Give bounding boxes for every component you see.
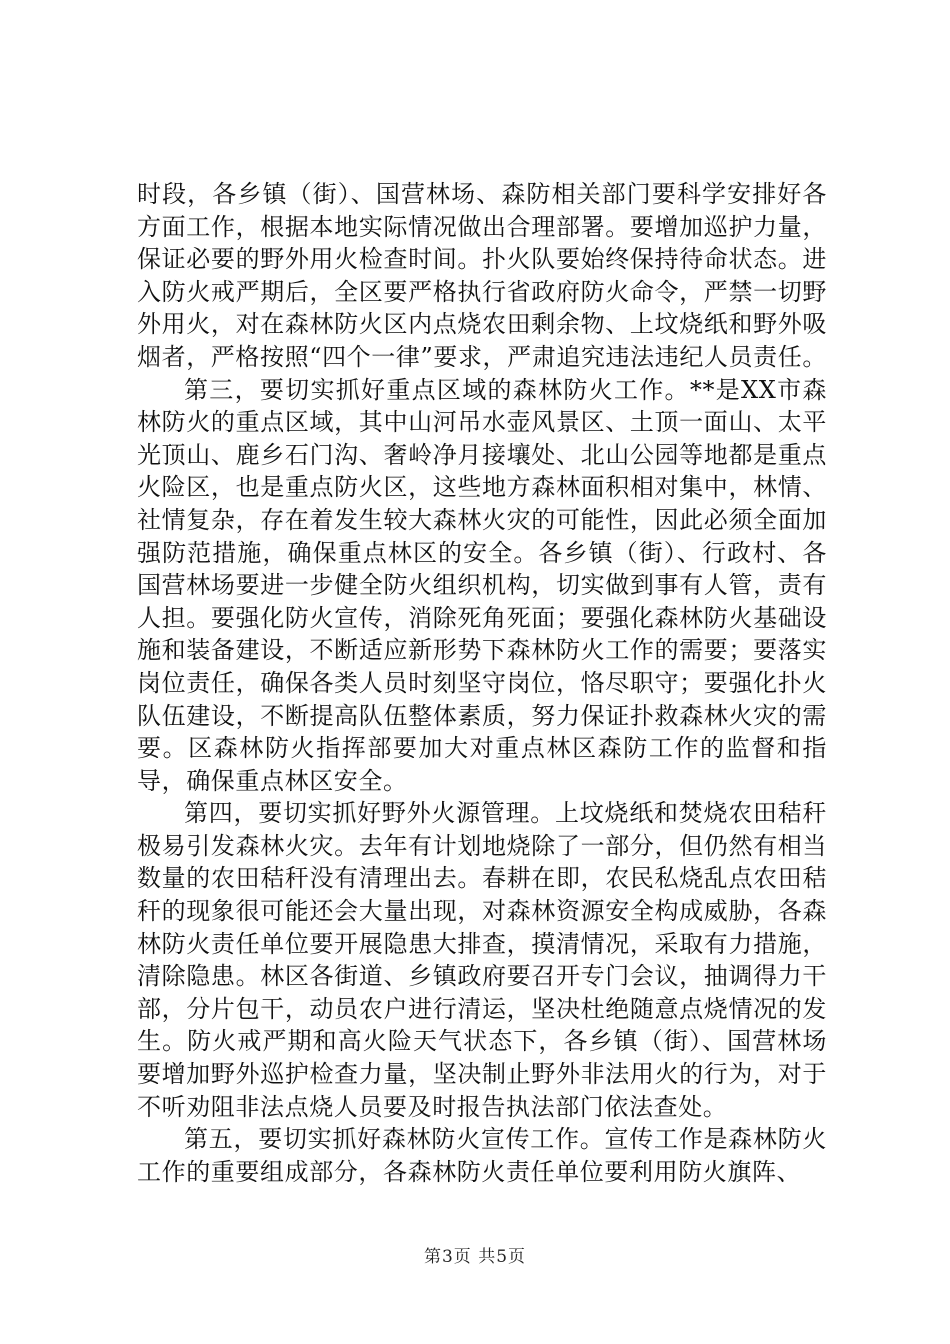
paragraph-2: 第三，要切实抓好重点区域的森林防火工作。**是XX市森林防火的重点区域，其中山河吊水壶风景区、土顶一面山、太平光顶山、鹿乡石门沟、奢岭净月接壤处、北山公园等地都是重点火险区，也是重点防火区，这些地方森林面积相对集中，林情、社情复杂，存在着发生较大森林火灾的可能性，因此必须全面加强防范措施，确保重点林区的安全。各乡镇（街）、行政村、各国营林场要进一步健全防火组织机构，切实做到事有人管，责有人担。要强化防火宣传，消除死角死面；要强化森林防火基础设施和装备建设，不断适应新形势下森林防火工作的需要；要落实岗位责任，确保各类人员时刻坚守岗位，恪尽职守；要强化扑火队伍建设，不断提高队伍整体素质，努力保证扑救森林火灾的需要。区森林防火指挥部要加大对重点林区森防工作的监督和指导，确保重点林区安全。 [137, 375, 827, 795]
document-body [137, 178, 827, 1188]
paragraph-1: 时段，各乡镇（街）、国营林场、森防相关部门要科学安排好各方面工作，根据本地实际情况做出合理部署。要增加巡护力量，保证必要的野外用火检查时间。扑火队要始终保持待命状态。进入防火戒严期后，全区要严格执行省政府防火命令，严禁一切野外用火，对在森林防火区内点烧农田剩余物、上坟烧纸和野外吸烟者，严格按照“四个一律”要求，严肃追究违法违纪人员责任。 [137, 180, 827, 371]
paragraph-3: 第四，要切实抓好野外火源管理。上坟烧纸和焚烧农田秸秆极易引发森林火灾。去年有计划地烧除了一部分，但仍然有相当数量的农田秸秆没有清理出去。春耕在即，农民私烧乱点农田秸秆的现象很可能还会大量出现，对森林资源安全构成威胁，各森林防火责任单位要开展隐患大排查，摸清情况，采取有力措施，清除隐患。林区各街道、乡镇政府要召开专门会议，抽调得力干部，分片包干，动员农户进行清运，坚决杜绝随意点烧情况的发生。防火戒严期和高火险天气状态下，各乡镇（街）、国营林场要增加野外巡护检查力量，坚决制止野外非法用火的行为，对于不听劝阻非法点烧人员要及时报告执法部门依法查处。 [137, 799, 827, 1121]
paragraph-4: 第五，要切实抓好森林防火宣传工作。宣传工作是森林防火工作的重要组成部分，各森林防火责任单位要利用防火旗阵、 [137, 1125, 827, 1186]
page-number-footer: 第3页 共5页 [423, 1247, 527, 1267]
